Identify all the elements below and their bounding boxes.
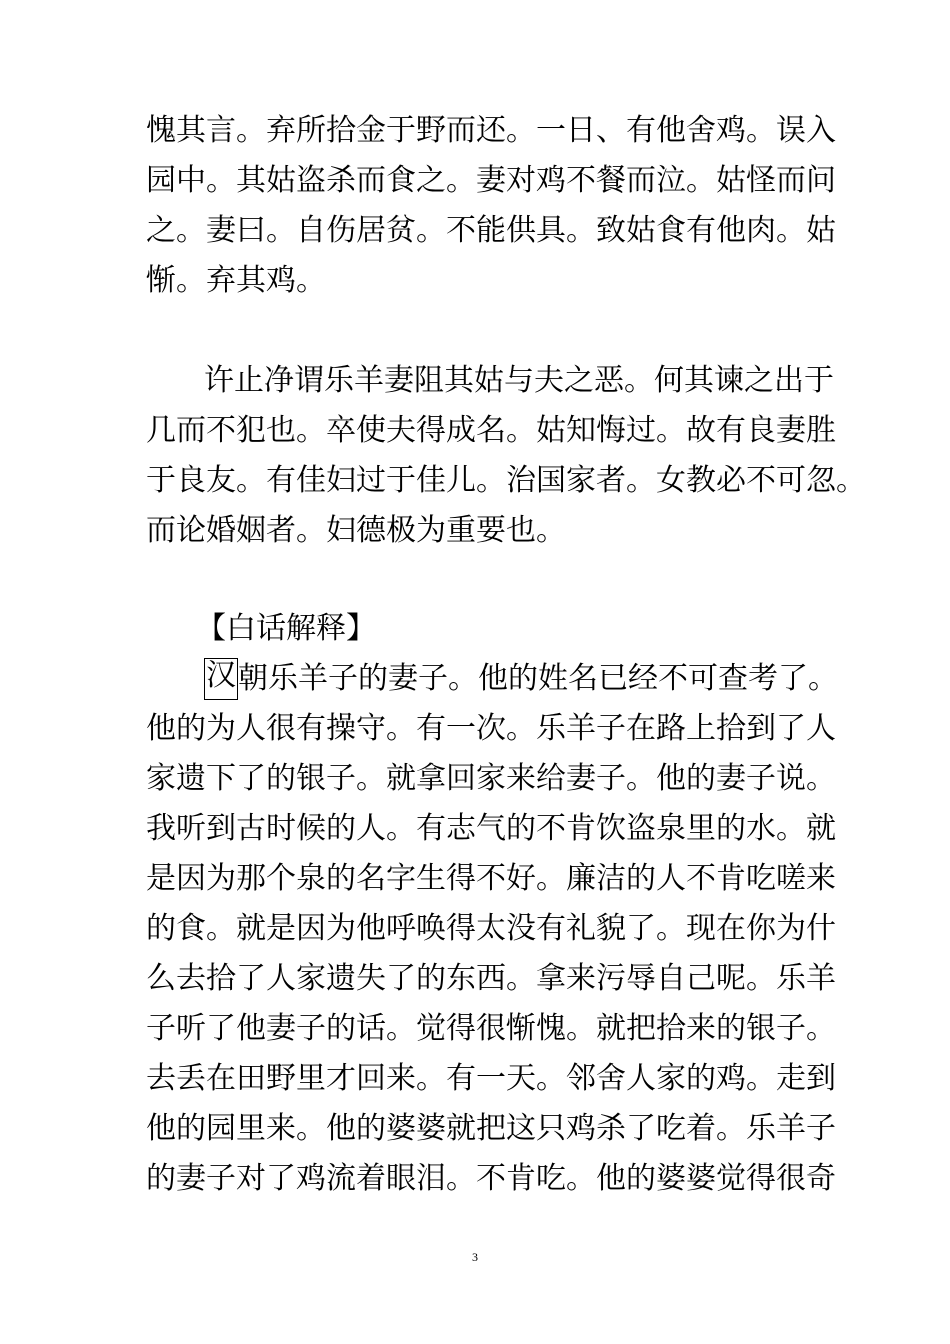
highlighted-character: 汉 (204, 658, 238, 700)
text-line: 我听到古时候的人。有志气的不肯饮盗泉里的水。就 (146, 811, 836, 846)
text-line: 的妻子对了鸡流着眼泪。不肯吃。他的婆婆觉得很奇 (146, 1161, 836, 1196)
text-line: 他的园里来。他的婆婆就把这只鸡杀了吃着。乐羊子 (146, 1111, 836, 1146)
text-line: 么去拾了人家遗失了的东西。拿来污辱自己呢。乐羊 (146, 961, 836, 996)
text-line: 子听了他妻子的话。觉得很惭愧。就把拾来的银子。 (146, 1011, 836, 1046)
text-line: 他的为人很有操守。有一次。乐羊子在路上拾到了人 (146, 711, 836, 746)
text-line-first (204, 658, 838, 697)
text-line: 家遗下了的银子。就拿回家来给妻子。他的妻子说。 (146, 761, 836, 796)
text-line: 之。妻曰。自伤居贫。不能供具。致姑食有他肉。姑 (146, 213, 836, 248)
text-line: 惭。弃其鸡。 (146, 263, 326, 298)
text-line: 愧其言。弃所拾金于野而还。一日、有他舍鸡。误入 (146, 113, 836, 148)
text-line: 的食。就是因为他呼唤得太没有礼貌了。现在你为什 (146, 911, 836, 946)
text-line: 许止净谓乐羊妻阻其姑与夫之恶。何其谏之出于 (204, 363, 834, 398)
text-line: 而论婚姻者。妇德极为重要也。 (146, 513, 566, 548)
first-line-text: 朝乐羊子的妻子。他的姓名已经不可查考了。 (238, 661, 838, 696)
text-line: 去丢在田野里才回来。有一天。邻舍人家的鸡。走到 (146, 1061, 836, 1096)
page-number: 3 (472, 1250, 478, 1264)
text-line: 园中。其姑盗杀而食之。妻对鸡不餐而泣。姑怪而问 (146, 163, 836, 198)
text-line: 是因为那个泉的名字生得不好。廉洁的人不肯吃嗟来 (146, 861, 836, 896)
text-line: 几而不犯也。卒使夫得成名。姑知悔过。故有良妻胜 (146, 413, 836, 448)
section-heading: 【白话解释】 (196, 611, 376, 646)
text-line: 于良友。有佳妇过于佳儿。治国家者。女教必不可忽。 (146, 463, 866, 498)
